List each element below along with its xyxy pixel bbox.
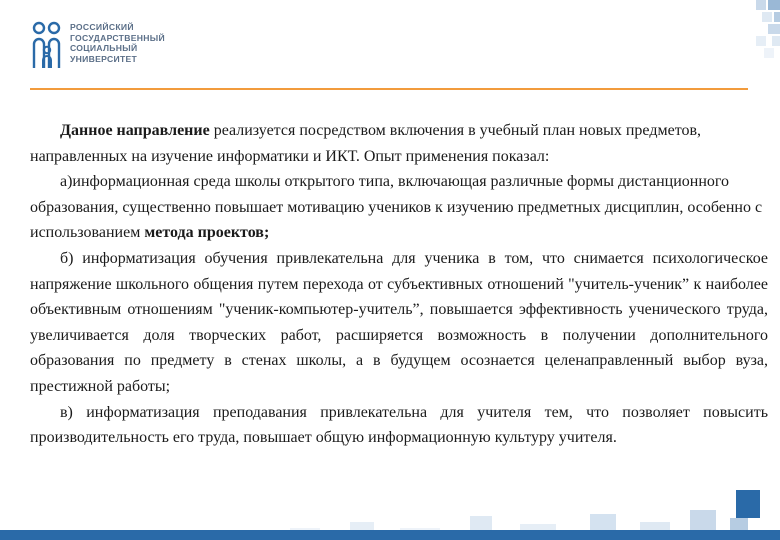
logo-line-3: СОЦИАЛЬНЫЙ xyxy=(70,43,138,54)
paragraph-1-text: реализуется посредством включения в учебный план новых предметов, направленных на изучение информатики и ИКТ. Опыт применения показал: xyxy=(30,122,702,165)
logo-line-2: ГОСУДАРСТВЕННЫЙ xyxy=(70,32,165,43)
footer-bar xyxy=(0,530,780,540)
corner-accent xyxy=(736,490,760,518)
document-body xyxy=(30,118,768,451)
logo-line-1: РОССИЙСКИЙ xyxy=(70,22,134,32)
paragraph-2 xyxy=(30,169,768,246)
paragraph-4: в) информатизация преподавания привлекательна для учителя тем, что позволяет повысить производительность его труда, повышает общую информационную культуру учителя. xyxy=(30,403,768,447)
paragraph-3: б) информатизация обучения привлекательна для ученика в том, что снимается психологическое напряжение школьного общения путем перехода от субъективных отношений "учитель-ученик” к наиболее объективным отношениям "ученик-компьютер-учитель”, повышается эффективность ученического труда, увеличивается доля творческих работ, расширяется возможность в получении дополнительного образования по предмету в стенах школы, а в будущем осознается целенаправленный выбор вуза, престижной работы; xyxy=(30,249,768,395)
logo-line-4: УНИВЕРСИТЕТ xyxy=(70,53,138,64)
header-divider xyxy=(30,88,748,90)
paragraph-1-emphasis: Данное направление xyxy=(60,122,210,139)
decorative-mosaic-top xyxy=(716,0,780,60)
university-name xyxy=(70,22,165,64)
paragraph-2-emphasis: метода проектов; xyxy=(144,224,270,242)
paragraph-1 xyxy=(30,118,768,169)
paragraph-2-text: а)информационная среда школы открытого типа, включающая различные формы дистанционного образования, существенно повышает мотивацию учеников к изучению предметных дисциплин, особенно с использованием xyxy=(30,173,763,242)
university-logo-icon xyxy=(30,20,66,70)
